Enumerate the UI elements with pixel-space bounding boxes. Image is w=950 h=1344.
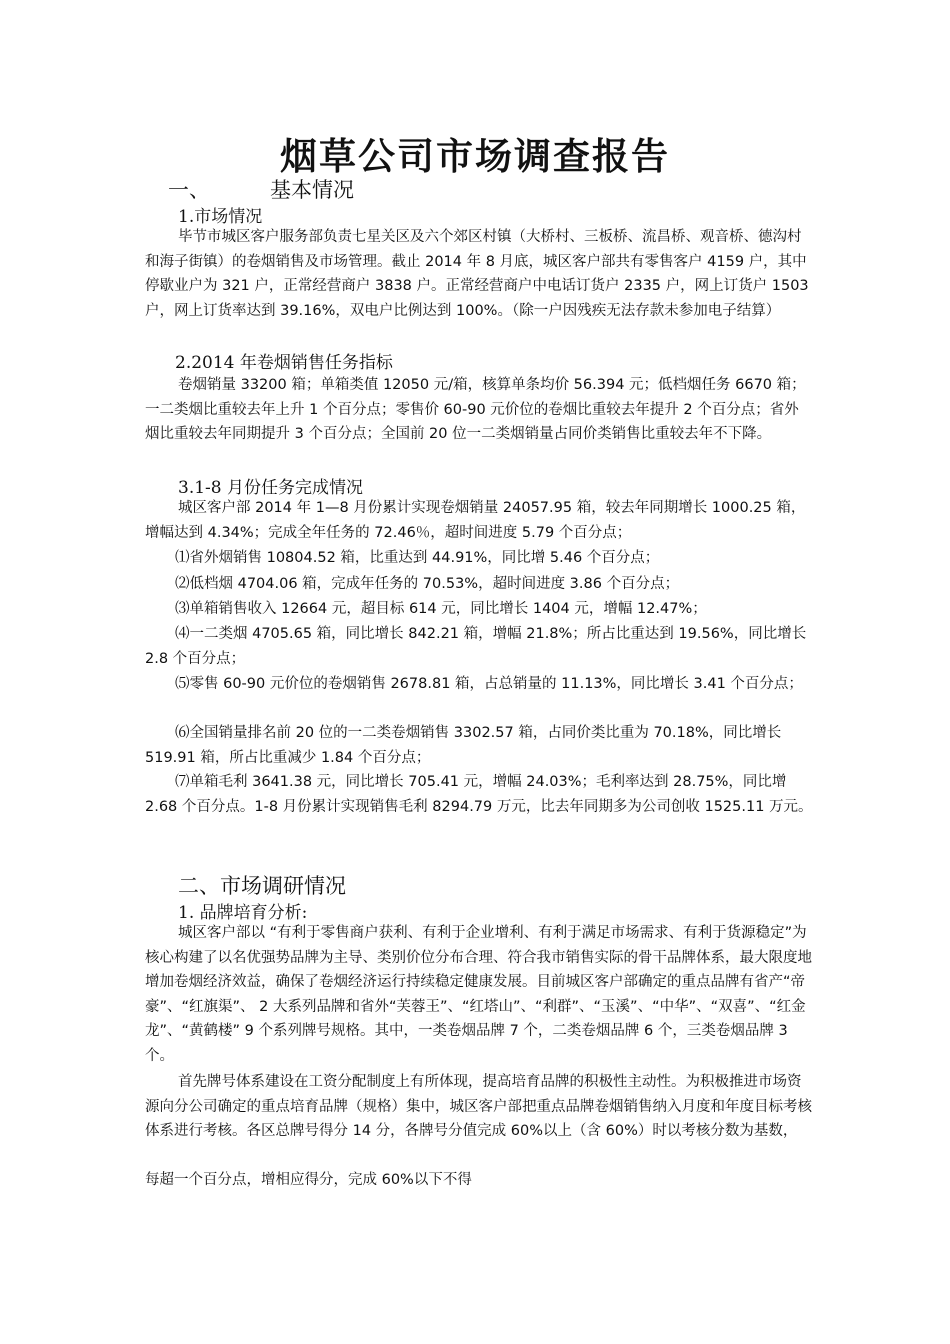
section-1-number: 一、	[168, 178, 210, 202]
list-item: ⑸零售 60-90 元价位的卷烟销售 2678.81 箱，占总销量的 11.13%，同比增长 3.41 个百分点；	[175, 676, 803, 692]
paragraph-sales-targets: 卷烟销量 33200 箱；单箱类值 12050 元/箱，核算单条均价 56.394 元；低档烟任务 6670 箱；一二类烟比重较去年上升 1 个百分点；零售价 60-90 元价位的卷烟比重较去年提升 2 个百分点；省外烟比重较去年同期提升 3 个百分点；全国前 20 位一二类烟销量占同价类销售比重较去年不下降。	[145, 377, 806, 442]
section-2-heading: 二、市场调研情况	[178, 874, 346, 898]
list-item: ⑷一二类烟 4705.65 箱，同比增长 842.21 箱，增幅 21.8%；所占比重达到 19.56%，同比增长 2.8 个百分点；	[145, 626, 807, 667]
subsection-task-completion: 3.1-8 月份任务完成情况	[178, 478, 363, 498]
paragraph-scoring-rule: 每超一个百分点，增相应得分，完成 60%以下不得	[145, 1172, 472, 1188]
section-1-heading: 基本情况	[270, 178, 354, 202]
list-item: ⑶单箱销售收入 12664 元，超目标 614 元，同比增长 1404 元，增幅 12.47%；	[175, 601, 707, 617]
document-title: 烟草公司市场调查报告	[280, 135, 670, 178]
subsection-market-situation: 1.市场情况	[178, 207, 263, 227]
list-item: ⑺单箱毛利 3641.38 元，同比增长 705.41 元，增幅 24.03%；毛利率达到 28.75%，同比增 2.68 个百分点。1-8 月份累计实现销售毛利 8294.79 万元，比去年同期多为公司创收 1525.11 万元。	[145, 774, 813, 815]
subsection-sales-targets: 2.2014 年卷烟销售任务指标	[175, 353, 393, 373]
list-item: ⑵低档烟 4704.06 箱，完成年任务的 70.53%，超时间进度 3.86 个百分点；	[175, 576, 680, 592]
list-item: ⑹全国销量排名前 20 位的一二类卷烟销售 3302.57 箱，占同价类比重为 70.18%，同比增长 519.91 箱，所占比重减少 1.84 个百分点；	[145, 725, 782, 766]
list-item: ⑴省外烟销售 10804.52 箱，比重达到 44.91%，同比增 5.46 个百分点；	[175, 550, 660, 566]
paragraph-brand-analysis: 城区客户部以 “有利于零售商户获利、有利于企业增利、有利于满足市场需求、有利于货源稳定”为核心构建了以名优强势品牌为主导、类别价位分布合理、符合我市销售实际的骨干品牌体系，最大限度地增加卷烟经济效益，确保了卷烟经济运行持续稳定健康发展。目前城区客户部确定的重点品牌有省产“帝豪”、“红旗渠”、 2 大系列品牌和省外“芙蓉王”、“红塔山”、“利群”、“玉溪”、“中华”、“双喜”、“红金龙”、“黄鹤楼” 9 个系列牌号规格。其中，一类卷烟品牌 7 个，二类卷烟品牌 6 个，三类卷烟品牌 3 个。	[145, 925, 812, 1064]
paragraph-task-completion: 城区客户部 2014 年 1—8 月份累计实现卷烟销量 24057.95 箱，较去年同期增长 1000.25 箱，增幅达到 4.34%；完成全年任务的 72.46％，超时间进度 5.79 个百分点；	[145, 500, 806, 541]
paragraph-market-situation: 毕节市城区客户服务部负责七星关区及六个郊区村镇（大桥村、三板桥、流昌桥、观音桥、德沟村和海子街镇）的卷烟销售及市场管理。截止 2014 年 8 月底，城区客户部共有零售客户 4159 户，其中停歇业户为 321 户，正常经营商户 3838 户。正常经营商户中电话订货户 2335 户，网上订货户 1503 户，网上订货率达到 39.16%，双电户比例达到 100%。（除一户因残疾无法存款未参加电子结算）	[145, 229, 809, 319]
subsection-brand-analysis: 1. 品牌培育分析:	[178, 903, 308, 923]
paragraph-brand-system: 首先牌号体系建设在工资分配制度上有所体现，提高培育品牌的积极性主动性。为积极推进市场资源向分公司确定的重点培育品牌（规格）集中，城区客户部把重点品牌卷烟销售纳入月度和年度目标考核体系进行考核。各区总牌号得分 14 分，各牌号分值完成 60%以上（含 60%）时以考核分数为基数，	[145, 1074, 812, 1139]
